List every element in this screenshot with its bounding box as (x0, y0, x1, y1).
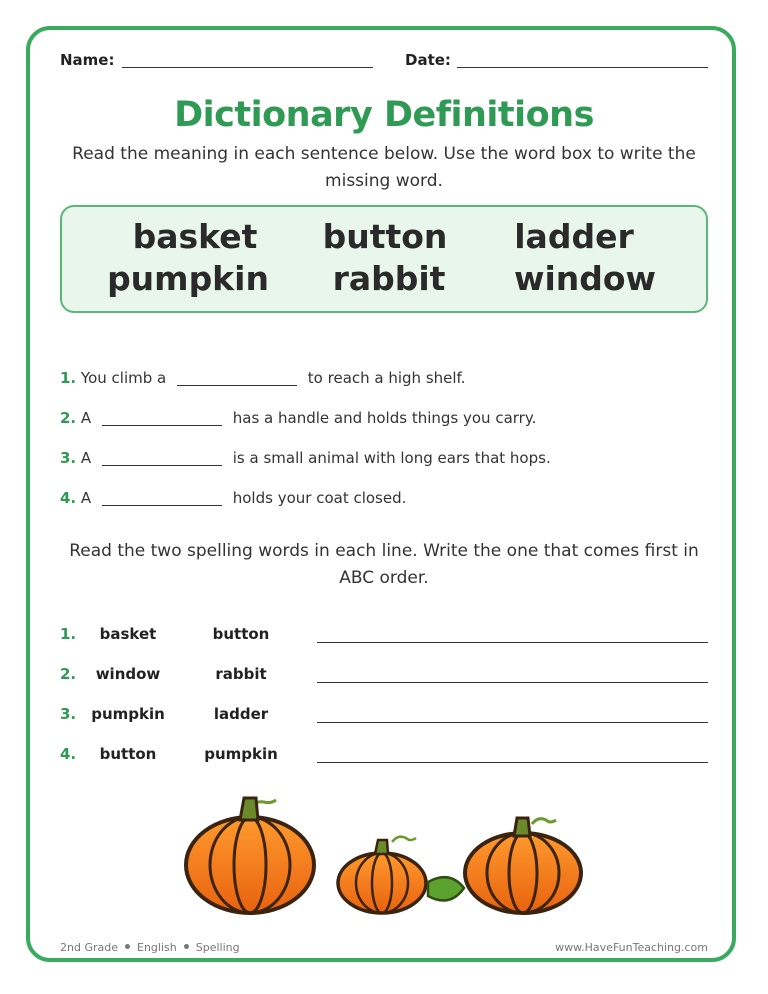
question-text: is a small animal with long ears that hops. (232, 449, 551, 467)
answer-blank[interactable] (102, 425, 222, 426)
spelling-word: rabbit (215, 665, 267, 683)
word-box-word: button (322, 217, 448, 256)
answer-blank[interactable] (177, 385, 297, 386)
footer-grade: 2nd Grade (60, 941, 118, 954)
spelling-word: window (95, 665, 161, 683)
page-title: Dictionary Definitions (174, 95, 594, 135)
name-field[interactable] (122, 67, 373, 68)
instructions-abc-order: Read the two spelling words in each line. Write the one that comes first in ABC order. (69, 541, 699, 588)
definition-row (60, 409, 536, 427)
pumpkin-icon (465, 818, 581, 913)
definition-row (60, 449, 551, 467)
question-number: 4. (60, 489, 77, 507)
spelling-word: pumpkin (91, 705, 165, 723)
spelling-word: pumpkin (204, 745, 278, 763)
pumpkins-illustration (170, 790, 600, 920)
word-box-word: rabbit (332, 259, 446, 298)
definition-row (60, 489, 406, 507)
question-number: 2. (60, 665, 77, 683)
question-text: to reach a high shelf. (307, 369, 466, 387)
definition-row (60, 369, 466, 387)
question-text: has a handle and holds things you carry. (232, 409, 537, 427)
question-number: 2. (60, 409, 77, 427)
answer-line[interactable] (317, 762, 708, 763)
question-text: A (80, 409, 92, 427)
footer-website: www.HaveFunTeaching.com (555, 941, 708, 954)
spelling-word: button (99, 745, 157, 763)
word-box-word: pumpkin (107, 259, 269, 298)
question-text: A (80, 489, 92, 507)
date-label: Date: (405, 51, 451, 69)
bullet-icon (125, 944, 130, 949)
question-number: 4. (60, 745, 77, 763)
pumpkin-icon (338, 837, 464, 913)
answer-blank[interactable] (102, 465, 222, 466)
answer-line[interactable] (317, 722, 708, 723)
pumpkin-icon (186, 798, 314, 913)
date-field[interactable] (457, 67, 708, 68)
word-box-word: window (513, 259, 657, 298)
answer-line[interactable] (317, 642, 708, 643)
question-text: holds your coat closed. (232, 489, 407, 507)
question-text: You climb a (80, 369, 167, 387)
question-number: 1. (60, 625, 77, 643)
bullet-icon (184, 944, 189, 949)
footer-tags (60, 941, 240, 954)
instructions-definitions: Read the meaning in each sentence below. Use the word box to write the missing word. (72, 144, 696, 191)
name-label: Name: (60, 51, 115, 69)
footer-subject: English (137, 941, 177, 954)
question-text: A (80, 449, 92, 467)
footer-topic: Spelling (195, 941, 240, 954)
question-number: 3. (60, 705, 77, 723)
word-box-word: basket (132, 217, 258, 256)
spelling-word: ladder (213, 705, 269, 723)
question-number: 1. (60, 369, 77, 387)
answer-line[interactable] (317, 682, 708, 683)
answer-blank[interactable] (102, 505, 222, 506)
spelling-word: basket (99, 625, 157, 643)
spelling-word: button (212, 625, 270, 643)
question-number: 3. (60, 449, 77, 467)
word-box-word: ladder (514, 217, 634, 256)
